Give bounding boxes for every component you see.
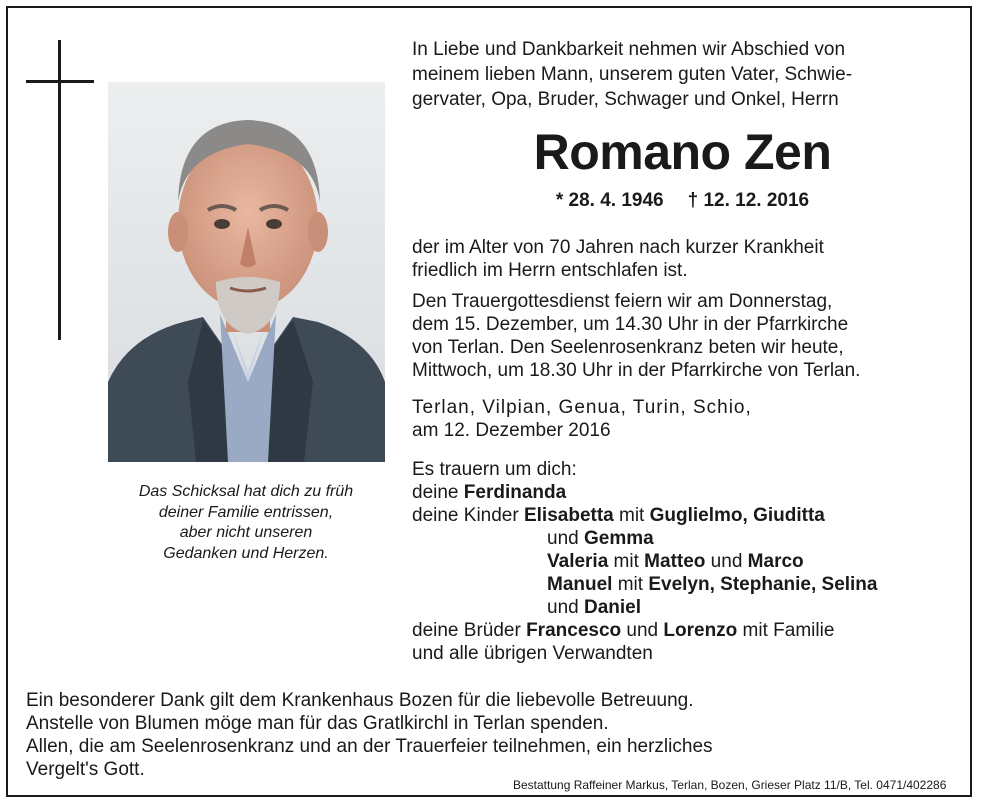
paragraph-service: [412, 290, 860, 382]
mourner-conj: und: [705, 551, 748, 572]
paragraph-line: dem 15. Dezember, um 14.30 Uhr in der Pfarrkirche: [412, 314, 849, 335]
mourner-name: Francesco: [526, 620, 622, 641]
paragraph-line: von Terlan. Den Seelenrosenkranz beten wir heute,: [412, 337, 844, 358]
mourner-name: Guglielmo, Giuditta: [649, 505, 825, 526]
intro-text: [412, 37, 852, 112]
caption-line: aber nicht unseren: [179, 524, 313, 541]
mourner-line-relatives: und alle übrigen Verwandten: [412, 643, 653, 664]
mourner-name: Matteo: [644, 551, 706, 572]
mourner-line-brothers: [412, 619, 878, 642]
thanks-line: Allen, die am Seelenrosenkranz und an der Trauerfeier teilnehmen, ein herzliches: [26, 736, 713, 757]
mourner-line-wife: [412, 481, 878, 504]
paragraph-line: Terlan, Vilpian, Genua, Turin, Schio,: [412, 397, 752, 418]
mourners-list: [412, 458, 878, 665]
mourner-name: Valeria: [547, 551, 609, 572]
paragraph-line: friedlich im Herrn entschlafen ist.: [412, 260, 688, 281]
mourner-name: Gemma: [583, 528, 654, 549]
mourner-conj: mit: [613, 505, 650, 526]
mourner-conj: und: [621, 620, 664, 641]
paragraph-line: am 12. Dezember 2016: [412, 420, 611, 441]
mourner-conj: und: [547, 597, 584, 618]
mourner-prefix: deine Brüder: [412, 620, 527, 641]
intro-line: meinem lieben Mann, unserem guten Vater, Schwie-: [412, 64, 853, 85]
mourner-name: Daniel: [583, 597, 642, 618]
caption-line: Das Schicksal hat dich zu früh: [138, 483, 354, 500]
mourner-conj: mit: [608, 551, 645, 572]
mourner-name: Marco: [747, 551, 804, 572]
mourner-name: Elisabetta: [523, 505, 614, 526]
thanks-text: [26, 689, 713, 781]
thanks-line: Ein besonderer Dank gilt dem Krankenhaus Bozen für die liebevolle Betreuung.: [26, 690, 694, 711]
mourner-name: Ferdinanda: [463, 482, 567, 503]
deceased-name: Romano Zen: [533, 124, 832, 180]
intro-line: gervater, Opa, Bruder, Schwager und Onkel, Herrn: [412, 89, 839, 110]
paragraph-death: [412, 236, 824, 282]
mourner-name: Manuel: [547, 574, 613, 595]
intro-line: In Liebe und Dankbarkeit nehmen wir Abschied von: [412, 39, 846, 60]
caption-line: deiner Familie entrissen,: [158, 503, 334, 521]
paragraph-line: Mittwoch, um 18.30 Uhr in der Pfarrkirche von Terlan.: [412, 360, 861, 381]
mourner-name: Lorenzo: [663, 620, 738, 641]
death-date: † 12. 12. 2016: [687, 190, 810, 211]
life-dates: [410, 190, 955, 212]
portrait-image: [108, 82, 385, 462]
photo-caption: [100, 482, 392, 564]
cross-icon: [58, 40, 61, 340]
paragraph-place-date: [412, 396, 752, 442]
mourner-line: [412, 527, 878, 550]
portrait-photo: [108, 82, 385, 462]
mourner-prefix: deine Kinder: [412, 505, 524, 526]
mourner-line: [412, 573, 878, 596]
mourner-name: Evelyn, Stephanie, Selina: [648, 574, 878, 595]
mourner-line: [412, 550, 878, 573]
mourner-line: [412, 596, 878, 619]
paragraph-line: Den Trauergottesdienst feiern wir am Donnerstag,: [412, 291, 833, 312]
mourner-conj: und: [547, 528, 584, 549]
mourner-prefix: deine: [412, 482, 464, 503]
mourner-suffix: mit Familie: [737, 620, 835, 641]
paragraph-line: der im Alter von 70 Jahren nach kurzer Krankheit: [412, 237, 824, 258]
mourner-conj: mit: [612, 574, 649, 595]
caption-line: Gedanken und Herzen.: [163, 544, 329, 562]
mourners-heading: Es trauern um dich:: [412, 459, 577, 480]
thanks-line: Vergelt's Gott.: [26, 759, 145, 780]
birth-date: * 28. 4. 1946: [555, 190, 664, 211]
funeral-home-footer: Bestattung Raffeiner Markus, Terlan, Bozen, Grieser Platz 11/B, Tel. 0471/402286: [513, 778, 947, 792]
mourner-line-children: [412, 504, 878, 527]
thanks-line: Anstelle von Blumen möge man für das Gratlkirchl in Terlan spenden.: [26, 713, 609, 734]
cross-icon-bar: [26, 80, 94, 83]
